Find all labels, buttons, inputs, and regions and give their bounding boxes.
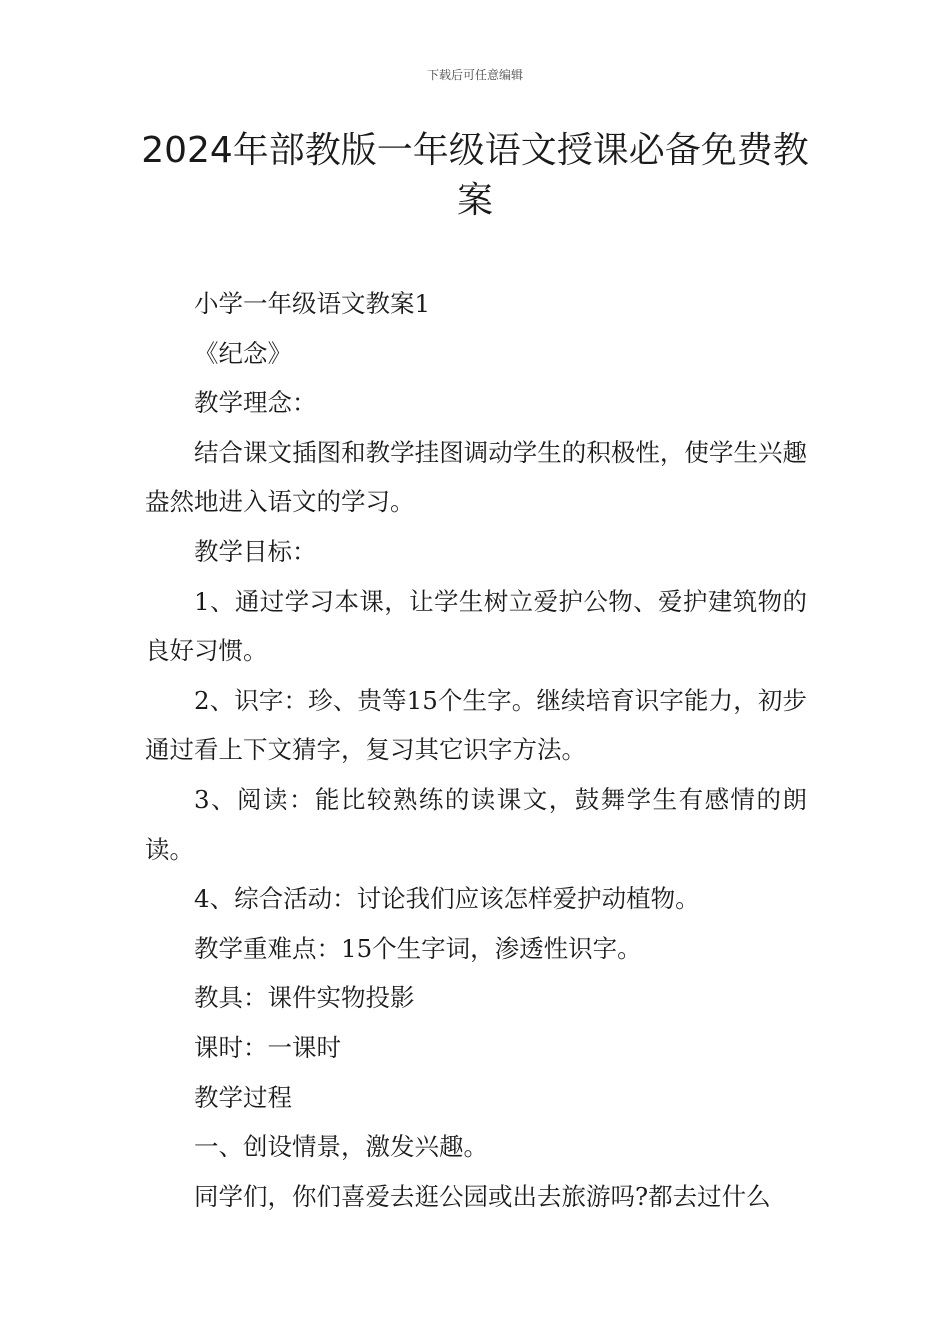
document-body <box>145 279 807 1221</box>
paragraph-key-points: 教学重难点：15个生字词，渗透性识字。 <box>194 933 642 963</box>
paragraph-teaching-process: 教学过程 <box>194 1082 292 1112</box>
paragraph-class-hours: 课时：一课时 <box>194 1032 341 1062</box>
paragraph-step-1: 一、创设情景，激发兴趣。 <box>194 1132 488 1162</box>
paragraph-teaching-concept-label: 教学理念： <box>194 388 317 418</box>
paragraph-lesson-title: 《纪念》 <box>194 338 292 368</box>
paragraph-teaching-concept: 结合课文插图和教学挂图调动学生的积极性，使学生兴趣盎然地进入语文的学习。 <box>145 437 807 517</box>
paragraph-teaching-goals-label: 教学目标： <box>194 536 317 566</box>
paragraph-goal-3: 3、阅读：能比较熟练的读课文，鼓舞学生有感情的朗读。 <box>145 784 807 864</box>
paragraph-teaching-aids: 教具：课件实物投影 <box>194 983 415 1013</box>
document-title: 2024年部教版一年级语文授课必备免费教案 <box>141 130 809 221</box>
paragraph-goal-2: 2、识字：珍、贵等15个生字。继续培育识字能力，初步通过看上下文猜字，复习其它识字方法。 <box>145 685 807 765</box>
paragraph-goal-1: 1、通过学习本课，让学生树立爱护公物、爱护建筑物的良好习惯。 <box>145 586 807 666</box>
paragraph-goal-4: 4、综合活动：讨论我们应该怎样爱护动植物。 <box>194 884 700 914</box>
paragraph-lesson-heading: 小学一年级语文教案1 <box>194 289 431 318</box>
page-header-note: 下载后可任意编辑 <box>426 68 523 82</box>
paragraph-step-1-content: 同学们，你们喜爱去逛公园或出去旅游吗?都去过什么 <box>194 1181 771 1211</box>
